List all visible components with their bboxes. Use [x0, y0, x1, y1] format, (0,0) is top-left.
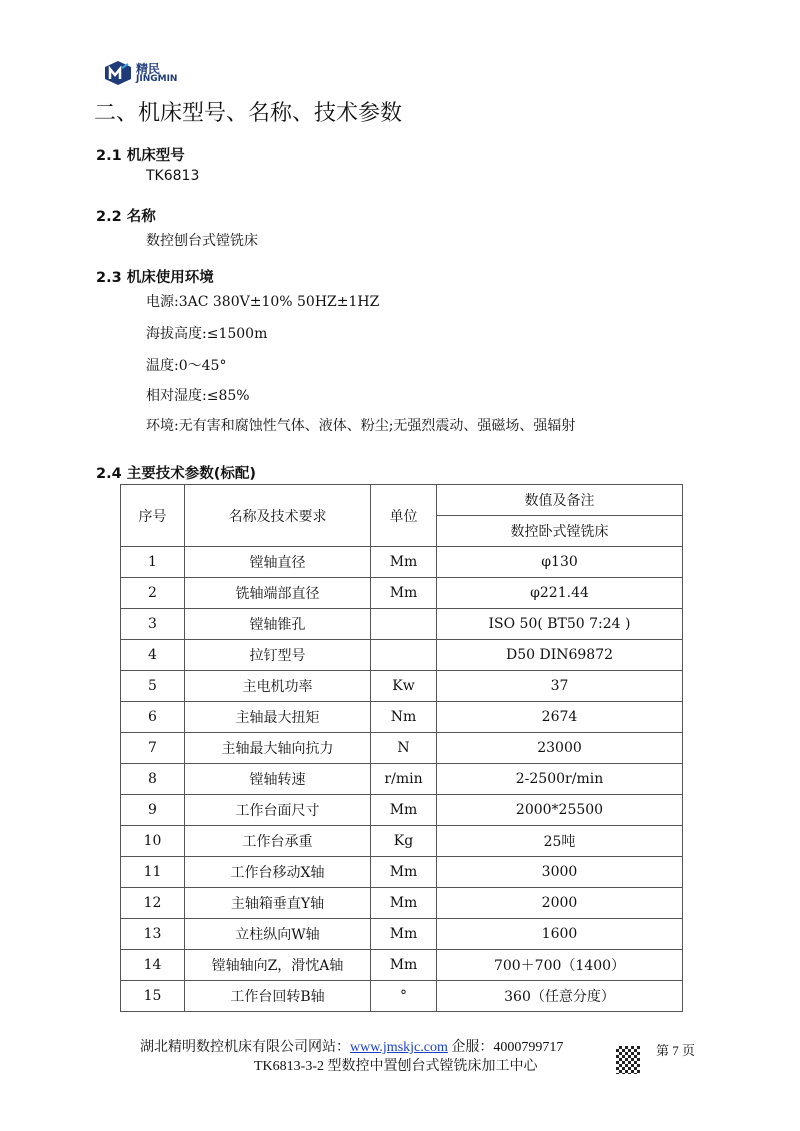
table-row [121, 919, 683, 950]
env-line: 环境:无有害和腐蚀性气体、液体、粉尘;无强烈震动、强磁场、强辐射 [146, 418, 576, 434]
row-value: D50 DIN69872 [437, 640, 683, 671]
table-row [121, 981, 683, 1012]
header-no: 序号 [121, 485, 185, 547]
row-unit: Mm [371, 888, 437, 919]
row-no: 11 [121, 857, 185, 888]
row-name: 镗轴转速 [185, 764, 371, 795]
row-name: 工作台承重 [185, 826, 371, 857]
row-unit: r/min [371, 764, 437, 795]
row-unit: Kw [371, 671, 437, 702]
header-name: 名称及技术要求 [185, 485, 371, 547]
table-row [121, 733, 683, 764]
row-no: 7 [121, 733, 185, 764]
row-name: 镗轴锥孔 [185, 609, 371, 640]
table-row [121, 764, 683, 795]
section-name-heading: 2.2 名称 [96, 209, 156, 225]
row-unit: Mm [371, 578, 437, 609]
row-no: 9 [121, 795, 185, 826]
row-value: φ130 [437, 547, 683, 578]
row-value: ISO 50( BT50 7:24 ) [437, 609, 683, 640]
table-row [121, 795, 683, 826]
qr-code-icon [616, 1046, 640, 1074]
row-value: 2000 [437, 888, 683, 919]
row-no: 12 [121, 888, 185, 919]
params-table [120, 484, 683, 1012]
row-no: 10 [121, 826, 185, 857]
row-no: 4 [121, 640, 185, 671]
env-line: 电源:3AC 380V±10% 50HZ±1HZ [146, 294, 380, 310]
header-unit: 单位 [371, 485, 437, 547]
row-unit: Mm [371, 919, 437, 950]
row-no: 3 [121, 609, 185, 640]
row-value: 360（任意分度） [437, 981, 683, 1012]
row-name: 工作台回转B轴 [185, 981, 371, 1012]
row-unit: Mm [371, 795, 437, 826]
jingmin-logo-icon [104, 60, 132, 86]
row-name: 镗轴轴向Z，滑忱A轴 [185, 950, 371, 981]
table-row [121, 578, 683, 609]
logo-en: JINGMIN [136, 73, 178, 84]
footer-line1 [140, 1036, 563, 1056]
row-value: 2674 [437, 702, 683, 733]
table-row [121, 857, 683, 888]
row-no: 13 [121, 919, 185, 950]
row-value: 3000 [437, 857, 683, 888]
row-value: 2-2500r/min [437, 764, 683, 795]
row-value: 37 [437, 671, 683, 702]
row-unit [371, 640, 437, 671]
row-value: 700＋700（1400） [437, 950, 683, 981]
row-no: 6 [121, 702, 185, 733]
env-line: 海拔高度:≤1500m [146, 326, 268, 342]
row-name: 主轴最大轴向抗力 [185, 733, 371, 764]
table-row [121, 702, 683, 733]
model-value: TK6813 [146, 168, 200, 184]
row-name: 主轴最大扭矩 [185, 702, 371, 733]
table-row [121, 547, 683, 578]
page-number: 第 7 页 [656, 1043, 696, 1058]
logo [104, 60, 177, 86]
table-row [121, 826, 683, 857]
env-line: 温度:0～45° [146, 358, 227, 374]
name-value: 数控刨台式镗铣床 [146, 233, 258, 249]
section-params-heading: 2.4 主要技术参数(标配) [96, 466, 256, 482]
footer-service: 企服：4000799717 [447, 1040, 564, 1055]
row-value: φ221.44 [437, 578, 683, 609]
row-name: 工作台移动X轴 [185, 857, 371, 888]
row-unit [371, 609, 437, 640]
row-unit: Nm [371, 702, 437, 733]
row-value: 2000*25500 [437, 795, 683, 826]
table-row [121, 609, 683, 640]
row-no: 8 [121, 764, 185, 795]
row-name: 铣轴端部直径 [185, 578, 371, 609]
section-env-heading: 2.3 机床使用环境 [96, 270, 214, 286]
row-value: 25吨 [437, 826, 683, 857]
row-name: 立柱纵向W轴 [185, 919, 371, 950]
row-name: 主轴箱垂直Y轴 [185, 888, 371, 919]
header-sub: 数控卧式镗铣床 [437, 516, 683, 547]
row-unit: Mm [371, 950, 437, 981]
row-name: 拉钉型号 [185, 640, 371, 671]
env-line: 相对湿度:≤85% [146, 388, 250, 404]
footer-subtitle: TK6813-3-2 型数控中置刨台式镗铣床加工中心 [254, 1059, 538, 1074]
row-value: 23000 [437, 733, 683, 764]
footer-company: 湖北精明数控机床有限公司网站： [140, 1040, 350, 1055]
row-value: 1600 [437, 919, 683, 950]
row-unit: Mm [371, 857, 437, 888]
table-header-row [121, 485, 683, 516]
table-row [121, 950, 683, 981]
row-unit: N [371, 733, 437, 764]
row-name: 主电机功率 [185, 671, 371, 702]
row-name: 工作台面尺寸 [185, 795, 371, 826]
table-row [121, 640, 683, 671]
row-unit: ° [371, 981, 437, 1012]
table-row [121, 671, 683, 702]
row-unit: Mm [371, 547, 437, 578]
row-no: 5 [121, 671, 185, 702]
row-no: 15 [121, 981, 185, 1012]
table-row [121, 888, 683, 919]
logo-cn: 精民 [136, 61, 161, 76]
row-no: 14 [121, 950, 185, 981]
row-no: 2 [121, 578, 185, 609]
row-no: 1 [121, 547, 185, 578]
header-value: 数值及备注 [437, 485, 683, 516]
page-title: 二、机床型号、名称、技术参数 [94, 101, 403, 126]
row-name: 镗轴直径 [185, 547, 371, 578]
section-model-heading: 2.1 机床型号 [96, 148, 185, 164]
footer-url-link[interactable]: www.jmskjc.com [350, 1040, 448, 1055]
row-unit: Kg [371, 826, 437, 857]
